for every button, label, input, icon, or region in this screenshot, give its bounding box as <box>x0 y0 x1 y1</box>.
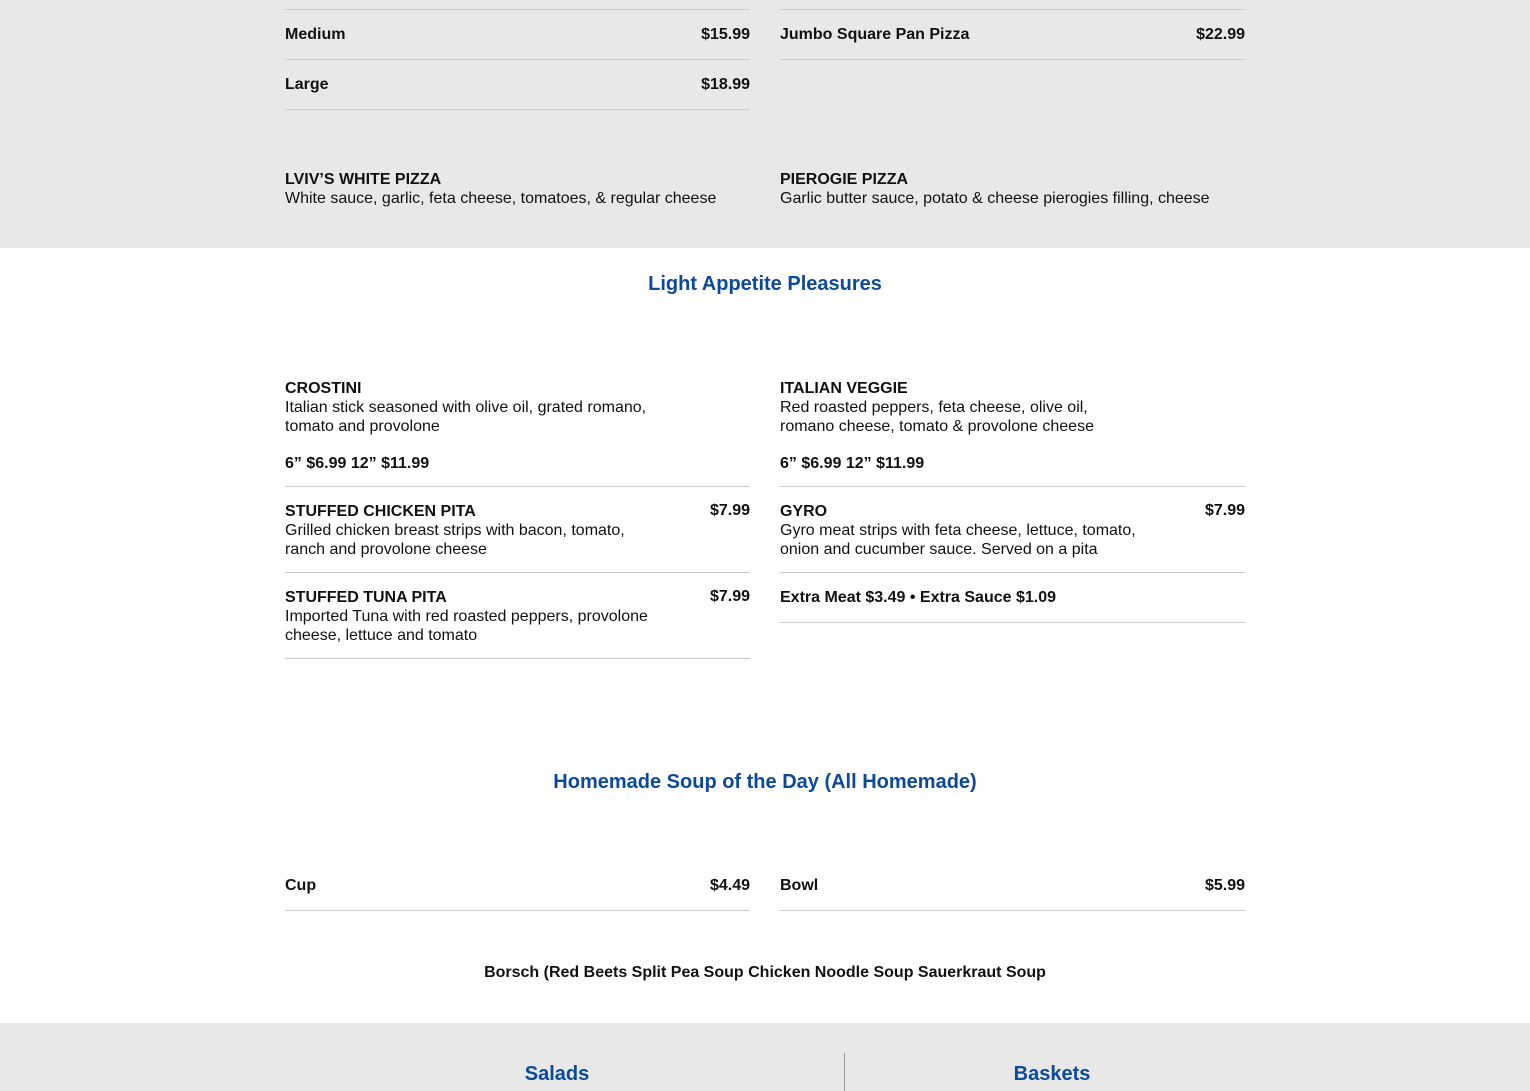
soup-bowl <box>780 861 1245 911</box>
pizza-sizes-right <box>780 9 1245 60</box>
item-desc: Red roasted peppers, feta cheese, olive oil, romano cheese, tomato & provolone cheese <box>780 399 1094 435</box>
size-row-large <box>285 60 750 110</box>
size-price: $18.99 <box>701 75 750 93</box>
item-desc: Imported Tuna with red roasted peppers, provolone cheese, lettuce and tomato <box>285 608 648 644</box>
section-heading-light-appetite: Light Appetite Pleasures <box>648 273 882 295</box>
soup-row-bowl <box>780 861 1245 911</box>
extras-text: Extra Meat $3.49 • Extra Sauce $1.09 <box>780 588 1056 606</box>
item-title: GYRO <box>780 503 828 520</box>
item-desc: Italian stick seasoned with olive oil, grated romano, tomato and provolone <box>285 399 647 435</box>
specialty-pizza-lviv <box>285 170 750 208</box>
section-heading-baskets: Baskets <box>1013 1063 1091 1085</box>
soup-cup <box>285 861 750 911</box>
item-sizes: 6” $6.99 12” $11.99 <box>780 455 925 472</box>
soup-price: $4.49 <box>709 876 750 894</box>
menu-item-crostini <box>285 379 750 487</box>
menu-item-stuffed-chicken-pita <box>285 487 750 573</box>
item-title: CROSTINI <box>285 380 362 397</box>
item-title: STUFFED TUNA PITA <box>285 589 447 606</box>
section-heading-soup: Homemade Soup of the Day (All Homemade) <box>553 771 977 793</box>
light-appetite-section <box>0 248 1530 1023</box>
item-desc: Garlic butter sauce, potato & cheese pierogies filling, cheese <box>780 190 1210 207</box>
soup-label: Cup <box>285 876 317 894</box>
item-price: $7.99 <box>1204 502 1245 519</box>
light-appetite-left <box>285 379 750 659</box>
item-title: STUFFED CHICKEN PITA <box>285 503 476 520</box>
soup-list: Borsch (Red Beets Split Pea Soup Chicken Noodle Soup Sauerkraut Soup <box>484 964 1046 981</box>
soup-row-cup <box>285 861 750 911</box>
item-price: $7.99 <box>709 588 750 605</box>
item-desc: Grilled chicken breast strips with bacon, tomato, ranch and provolone cheese <box>285 522 625 558</box>
item-price: $7.99 <box>709 502 750 519</box>
section-heading-salads: Salads <box>524 1063 590 1085</box>
size-label: Jumbo Square Pan Pizza <box>780 25 970 43</box>
extras-row <box>780 573 1245 623</box>
item-desc: Gyro meat strips with feta cheese, lettuce, tomato, onion and cucumber sauce. Served on a pita <box>780 522 1136 558</box>
size-price: $22.99 <box>1196 25 1245 43</box>
size-label: Medium <box>285 25 346 43</box>
menu-item-stuffed-tuna-pita <box>285 573 750 659</box>
item-title: LVIV’S WHITE PIZZA <box>285 171 442 188</box>
size-row-medium <box>285 10 750 60</box>
specialty-pizza-pierogie <box>780 170 1245 208</box>
menu-item-gyro <box>780 487 1245 573</box>
soup-label: Bowl <box>780 876 819 894</box>
soup-price: $5.99 <box>1204 876 1245 894</box>
item-title: ITALIAN VEGGIE <box>780 380 908 397</box>
salads-baskets-section <box>0 1023 1530 1091</box>
menu-item-italian-veggie <box>780 379 1245 487</box>
size-label: Large <box>285 75 329 93</box>
pizza-sizes-left <box>285 9 750 110</box>
item-desc: White sauce, garlic, feta cheese, tomatoes, & regular cheese <box>285 190 717 207</box>
size-price: $15.99 <box>701 25 750 43</box>
size-row-jumbo <box>780 10 1245 60</box>
item-title: PIEROGIE PIZZA <box>780 171 909 188</box>
item-sizes: 6” $6.99 12” $11.99 <box>285 455 430 472</box>
vertical-divider <box>844 1053 845 1091</box>
pizza-section <box>0 0 1530 248</box>
light-appetite-right <box>780 379 1245 623</box>
